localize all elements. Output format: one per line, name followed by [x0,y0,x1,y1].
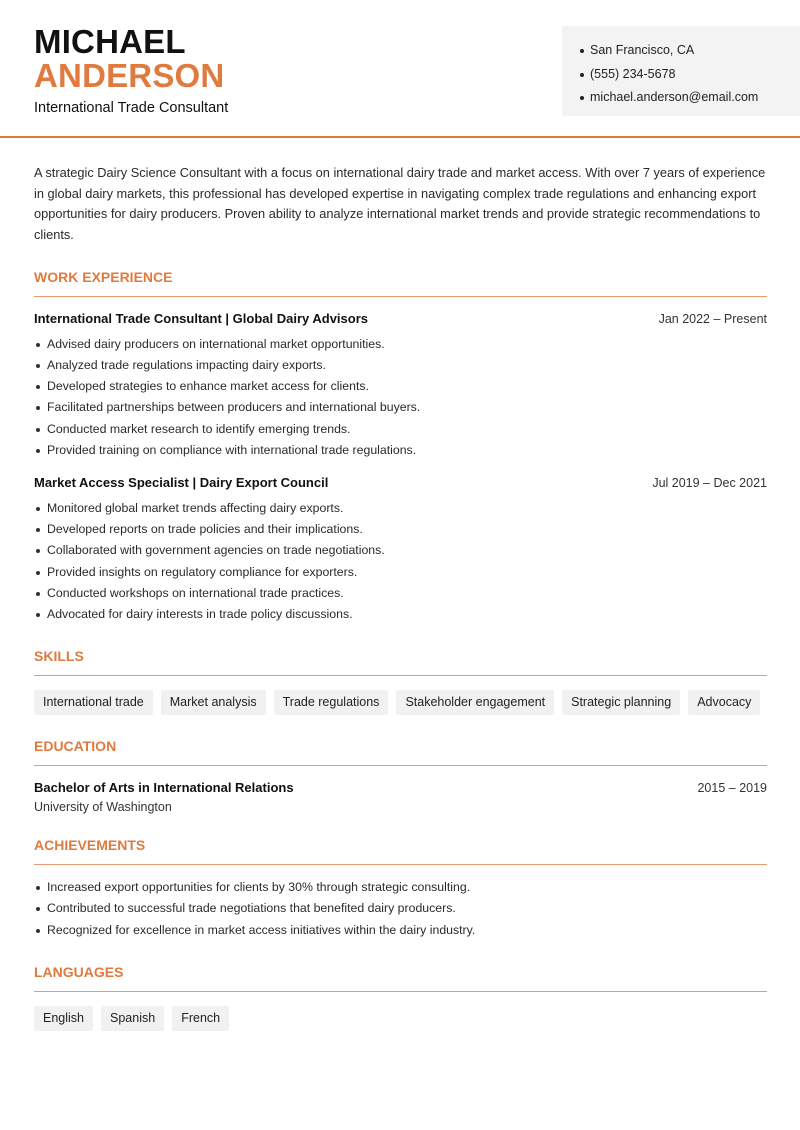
skill-tag: Advocacy [688,690,760,715]
skill-tag: Market analysis [161,690,266,715]
language-tags [34,1006,767,1031]
language-tag: Spanish [101,1006,164,1031]
job-dates: Jan 2022 – Present [658,311,767,326]
section-title-achievements: ACHIEVEMENTS [34,836,767,865]
section-title-languages: LANGUAGES [34,963,767,992]
job-role: International Trade Consultant | Global Dairy Advisors [34,310,368,326]
degree: Bachelor of Arts in International Relations [34,780,294,796]
list-item: Monitored global market trends affecting dairy exports. [34,498,767,519]
section-title-education: EDUCATION [34,737,767,766]
list-item: Analyzed trade regulations impacting dairy exports. [34,355,767,376]
list-item: Provided training on compliance with international trade regulations. [34,440,767,461]
skill-tag: International trade [34,690,153,715]
list-item: Conducted market research to identify emerging trends. [34,419,767,440]
summary: A strategic Dairy Science Consultant with a focus on international dairy trade and market access. With over 7 years of experience in global dairy markets, this professional has developed expertise in navigating complex trade regulations and enhancing export opportunities for dairy producers. Proven ability to analyze international market trends and provide strategic recommendations to clients. [34,165,766,243]
job-dates: Jul 2019 – Dec 2021 [652,476,767,491]
job-entry [34,475,767,625]
section-title-skills: SKILLS [34,647,767,676]
list-item: Facilitated partnerships between producers and international buyers. [34,397,767,418]
skills-tags [34,690,767,715]
achievement-bullets [34,877,767,941]
list-item: Advised dairy producers on international market opportunities. [34,334,767,355]
language-tag: French [172,1006,229,1031]
contact-phone: (555) 234-5678 [580,63,800,87]
job-bullets [34,334,767,461]
list-item: Developed strategies to enhance market access for clients. [34,376,767,397]
skill-tag: Trade regulations [274,690,389,715]
list-item: Contributed to successful trade negotiations that benefited dairy producers. [34,898,767,919]
list-item: Collaborated with government agencies on trade negotiations. [34,540,767,561]
job-role: Market Access Specialist | Dairy Export Council [34,475,329,491]
education-dates: 2015 – 2019 [697,781,767,796]
school: University of Washington [34,800,172,815]
list-item: Increased export opportunities for clients by 30% through strategic consulting. [34,877,767,898]
contact-location: San Francisco, CA [580,39,800,63]
list-item: Developed reports on trade policies and their implications. [34,519,767,540]
first-name: MICHAEL [34,23,186,60]
list-item: Advocated for dairy interests in trade policy discussions. [34,604,767,625]
last-name: ANDERSON [34,57,225,94]
language-tag: English [34,1006,93,1031]
list-item: Conducted workshops on international trade practices. [34,583,767,604]
list-item: Recognized for excellence in market access initiatives within the dairy industry. [34,920,767,941]
contact-email: michael.anderson@email.com [580,86,800,110]
resume-body [34,163,767,1031]
skill-tag: Stakeholder engagement [396,690,554,715]
resume-header [0,0,800,138]
education-entry [34,780,767,795]
contact-box [562,26,800,116]
section-title-experience: WORK EXPERIENCE [34,268,767,297]
list-item: Provided insights on regulatory compliance for exporters. [34,562,767,583]
job-title: International Trade Consultant [34,100,229,116]
skill-tag: Strategic planning [562,690,680,715]
job-bullets [34,498,767,625]
job-entry [34,311,767,461]
